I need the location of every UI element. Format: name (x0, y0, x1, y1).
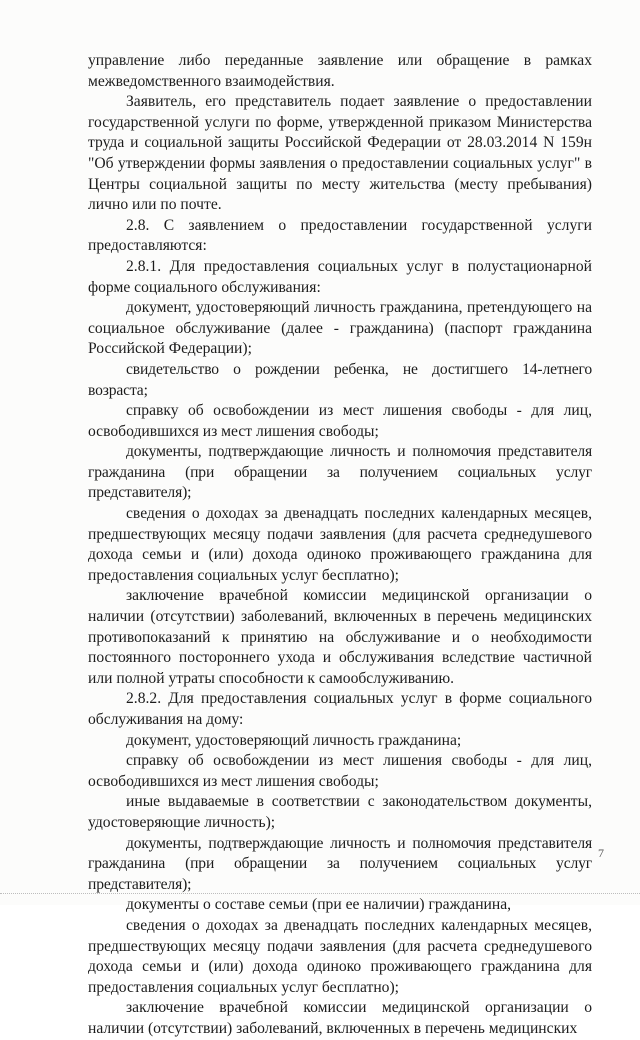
paragraph: заключение врачебной комиссии медицинской организации о наличии (отсутствии) заболеваний, включенных в перечень медицинских (88, 999, 592, 1037)
paragraph: 2.8.2. Для предоставления социальных услуг в форме социального обслуживания на дому: (88, 690, 592, 728)
paragraph: справку об освобождении из мест лишения свободы - для лиц, освободившихся из мест лишения свободы; (88, 752, 592, 790)
scan-edge-divider (0, 893, 640, 895)
paragraph: документы, подтверждающие личность и полномочия представителя гражданина (при обращении за получением социальных услуг представителя); (88, 443, 592, 502)
document-body (88, 51, 592, 1040)
paragraph: справку об освобождении из мест лишения свободы - для лиц, освободившихся из мест лишения свободы; (88, 402, 592, 440)
paragraph: Заявитель, его представитель подает заявление о предоставлении государственной услуги по форме, утвержденной приказом Министерства труда и социальной защиты Российской Федерации от 28.03.2014 N 159н "Об утверждении формы заявления о предоставлении социальных услуг" в Центры социальной защиты по месту жительства (месту пребывания) лично или по почте. (88, 93, 592, 214)
paragraph: документ, удостоверяющий личность гражданина; (126, 731, 462, 749)
paragraph: документы о составе семьи (при ее наличии) гражданина, (126, 896, 512, 914)
paragraph: документ, удостоверяющий личность гражданина, претендующего на социальное обслуживание (далее - гражданина) (паспорт гражданина Российской Федерации); (88, 299, 592, 358)
paragraph: заключение врачебной комиссии медицинской организации о наличии (отсутствии) заболеваний, включенных в перечень медицинских противопоказаний к принятию на обслуживание и о необходимости постоянного постороннего ухода и обслуживания вследствие частичной или полной утраты способности к самообслуживанию. (88, 587, 592, 687)
paragraph: сведения о доходах за двенадцать последних календарных месяцев, предшествующих месяцу подачи заявления (для расчета среднедушевого дохода семьи и (или) дохода одиноко проживающего гражданина для предоставления социальных услуг бесплатно); (88, 505, 592, 584)
page-number: 7 (598, 846, 604, 860)
paragraph: 2.8.1. Для предоставления социальных услуг в полустационарной форме социального обслуживания: (88, 257, 592, 296)
paragraph: 2.8. С заявлением о предоставлении государственной услуги предоставляются: (88, 216, 592, 255)
paragraph: свидетельство о рождении ребенка, не достигшего 14-летнего возраста; (88, 360, 592, 399)
paragraph: сведения о доходах за двенадцать последних календарных месяцев, предшествующих месяцу подачи заявления (для расчета среднедушевого дохода семьи и (или) дохода одиноко проживающего гражданина для предоставления социальных услуг бесплатно); (88, 916, 592, 996)
paragraph: иные выдаваемые в соответствии с законодательством документы, удостоверяющие личность); (88, 793, 592, 831)
paragraph: управление либо переданные заявление или обращение в рамках межведомственного взаимодействия. (88, 52, 592, 90)
paragraph: документы, подтверждающие личность и полномочия представителя гражданина (при обращении за получением социальных услуг представителя); (88, 834, 592, 893)
